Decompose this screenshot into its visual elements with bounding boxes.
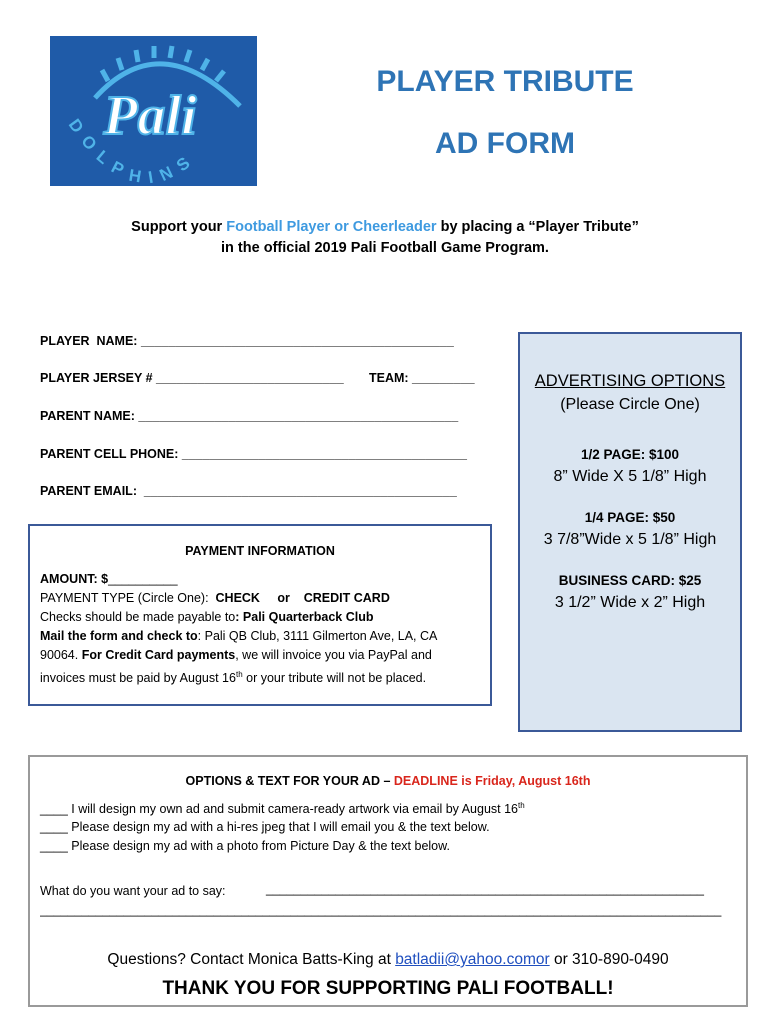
invoice-line — [40, 665, 426, 688]
mail-address-2: 90064. — [40, 648, 82, 662]
support-highlight: Football Player or Cheerleader — [226, 219, 437, 235]
deadline-date: is Friday, August 16th — [457, 774, 591, 788]
payment-check-option[interactable]: CHECK — [215, 591, 260, 605]
mail-address-1: : Pali QB Club, 3111 Gilmerton Ave, LA, CA — [197, 629, 438, 643]
advertising-subheading: (Please Circle One) — [560, 396, 700, 413]
ad-choice-3[interactable]: ____ Please design my ad with a photo from Picture Day & the text below. — [40, 839, 450, 853]
questions-prefix: Questions? Contact Monica Batts-King at — [107, 951, 396, 968]
options-heading — [30, 774, 746, 788]
credit-line — [40, 646, 432, 665]
ad-choice-1-text: ____ I will design my own ad and submit camera-ready artwork via email by August 16 — [40, 802, 519, 817]
payment-or: or — [259, 591, 304, 605]
payment-info-box — [28, 524, 492, 706]
contact-email-link[interactable]: batladii@yahoo.comor — [395, 951, 550, 968]
credit-text: , we will invoice you via PayPal and — [235, 648, 432, 662]
ad-option-half-page-size: 8” Wide X 5 1/8” High — [553, 468, 707, 485]
ad-option-business-card-size: 3 1/2” Wide x 2” High — [554, 594, 706, 611]
ad-option-quarter-page[interactable]: 1/4 PAGE: $50 — [584, 510, 676, 525]
advertising-heading: ADVERTISING OPTIONS — [534, 372, 726, 390]
payment-heading: PAYMENT INFORMATION — [185, 544, 335, 558]
ad-option-quarter-page-size: 3 7/8”Wide x 5 1/8” High — [543, 531, 717, 548]
pali-dolphins-logo — [50, 36, 257, 186]
credit-label: For Credit Card payments — [81, 648, 236, 662]
invoice-sup: th — [235, 670, 243, 679]
payable-line — [40, 608, 374, 627]
ad-choice-1-sup: th — [518, 801, 525, 810]
logo-word: Pali — [103, 85, 197, 147]
payment-credit-option[interactable]: CREDIT CARD — [303, 591, 390, 605]
ad-option-half-page[interactable]: 1/2 PAGE: $100 — [580, 447, 680, 462]
amount-label: AMOUNT: $ — [40, 572, 109, 586]
player-jersey-field[interactable]: PLAYER JERSEY # ___________________________ — [40, 371, 344, 385]
payment-type-line — [40, 589, 390, 608]
ad-choice-2[interactable]: ____ Please design my ad with a hi-res jpeg that I will email you & the text below. — [40, 820, 490, 834]
amount-blank[interactable]: __________ — [108, 572, 178, 586]
ad-say-label: What do you want your ad to say: — [40, 884, 226, 898]
options-heading-prefix: OPTIONS & TEXT FOR YOUR AD – — [185, 774, 394, 788]
payable-prefix: Checks should be made payable to — [40, 610, 236, 624]
ad-option-business-card[interactable]: BUSINESS CARD: $25 — [558, 573, 702, 588]
mail-label: Mail the form and check to — [40, 629, 198, 643]
support-prefix: Support your — [131, 219, 227, 235]
invoice-prefix: invoices must be paid by August 16 — [40, 671, 236, 686]
deadline-label: DEADLINE — [393, 774, 458, 788]
logo-graphic — [50, 36, 257, 186]
options-text-box — [28, 755, 748, 1007]
parent-cell-field[interactable]: PARENT CELL PHONE: _________________________________________ — [40, 447, 467, 461]
parent-email-field[interactable]: PARENT EMAIL: _____________________________________________ — [40, 484, 457, 498]
team-field[interactable]: TEAM: _________ — [369, 371, 475, 385]
mail-line — [40, 627, 437, 646]
thank-you-text: THANK YOU FOR SUPPORTING PALI FOOTBALL! — [162, 978, 614, 999]
logo-arc-text: DOLPHINS — [64, 115, 201, 186]
advertising-options-box — [518, 332, 742, 732]
parent-name-field[interactable]: PARENT NAME: ______________________________________________ — [40, 409, 459, 423]
player-name-field[interactable]: PLAYER NAME: _____________________________________________ — [40, 334, 454, 348]
support-suffix: by placing a “Player Tribute” — [436, 219, 639, 235]
support-text — [40, 217, 730, 237]
ad-text-line[interactable]: __________________________________________________________________________________________________ — [40, 903, 722, 917]
title-line-2: AD FORM — [435, 127, 575, 160]
support-line-2: in the official 2019 Pali Football Game Program. — [221, 240, 549, 256]
title-line-1: PLAYER TRIBUTE — [376, 65, 634, 98]
questions-suffix: or 310-890-0490 — [549, 951, 669, 968]
payment-type-label: PAYMENT TYPE (Circle One): — [40, 591, 216, 605]
ad-choice-1[interactable] — [40, 801, 525, 816]
questions-line — [30, 951, 746, 969]
amount-line[interactable] — [40, 570, 178, 589]
invoice-suffix: or your tribute will not be placed. — [242, 671, 427, 686]
ad-say-line[interactable]: _______________________________________________________________ — [266, 882, 704, 896]
payable-name: : Pali Quarterback Club — [235, 610, 374, 624]
